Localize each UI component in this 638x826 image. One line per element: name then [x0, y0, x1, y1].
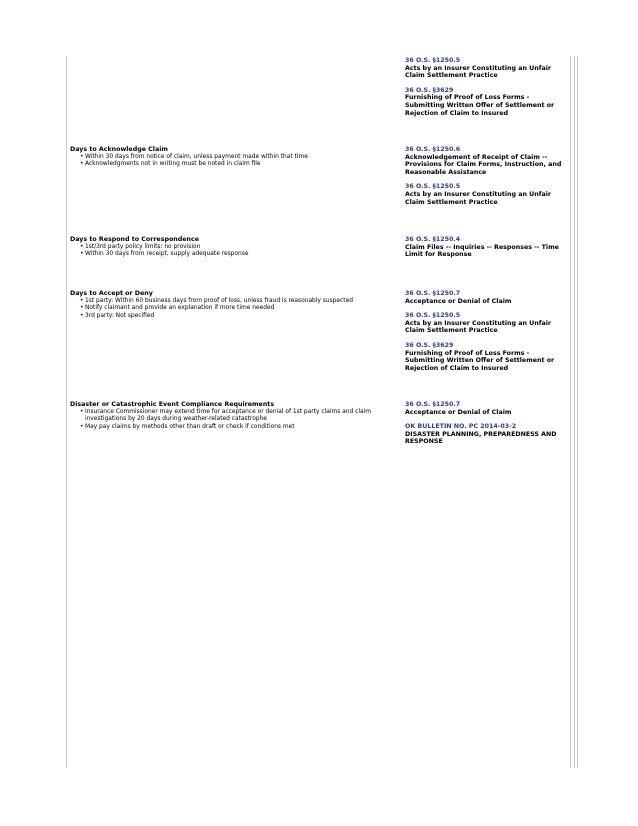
requirement-row — [70, 290, 568, 380]
bullet-item: • 1st party: Within 60 business days from proof of loss, unless fraud is reasonably suspected — [80, 298, 396, 305]
requirement-description — [70, 290, 396, 320]
bullet-item: • Within 30 days from notice of claim, unless payment made within that time — [80, 154, 396, 161]
citation-item — [405, 423, 567, 446]
citation-title: Furnishing of Proof of Loss Forms - Submitting Written Offer of Settlement or Rejection of Claim to Insured — [405, 94, 555, 117]
citation-item — [405, 236, 567, 259]
requirement-description — [70, 236, 396, 259]
citation-code-link[interactable]: OK BULLETIN NO. PC 2014-03-2 — [405, 423, 517, 431]
citation-code-link[interactable]: 36 O.S. §1250.6 — [405, 146, 461, 153]
citation-title: Acts by an Insurer Constituting an Unfair Claim Settlement Practice — [405, 319, 551, 335]
citation-code-link[interactable]: 36 O.S. §1250.7 — [405, 290, 461, 297]
bullet-item: • May pay claims by methods other than draft or check if conditions met — [80, 424, 396, 431]
requirement-heading: Days to Acknowledge Claim — [70, 146, 168, 153]
citation-title: Acceptance or Denial of Claim — [405, 408, 512, 416]
citation-title: Acceptance or Denial of Claim — [405, 297, 512, 305]
citation-item — [405, 146, 567, 176]
scrollbar-track-line-left — [574, 56, 575, 768]
citation-title: Acts by an Insurer Constituting an Unfair Claim Settlement Practice — [405, 64, 551, 80]
citation-item — [405, 342, 567, 372]
citation-code-link[interactable]: 36 O.S. §1250.5 — [405, 183, 461, 191]
requirement-row — [70, 401, 568, 451]
citation-item — [405, 290, 567, 305]
requirement-bullets — [70, 298, 396, 320]
scrollbar-track-line-right — [577, 56, 578, 768]
bullet-item: • Notify claimant and provide an explanation if more time needed — [80, 305, 396, 312]
citation-list — [405, 401, 567, 453]
citation-item — [405, 401, 567, 416]
citation-code-link[interactable]: 36 O.S. §1250.4 — [405, 236, 461, 243]
requirement-bullets — [70, 154, 396, 169]
requirement-row — [70, 146, 568, 216]
citation-list — [405, 290, 567, 379]
requirement-heading: Disaster or Catastrophic Event Compliance Requirements — [70, 401, 275, 408]
citation-list — [405, 146, 567, 213]
requirement-bullets — [70, 409, 396, 431]
bullet-item: • Insurance Commissioner may extend time for acceptance or denial of 1st party claims and claim investigations by 20 days during weather-related catastrophe — [80, 409, 396, 424]
citation-code-link[interactable]: 36 O.S. §3629 — [405, 86, 454, 94]
citation-title: Acknowledgement of Receipt of Claim -- Provisions for Claim Forms, Instruction, and Reasonable Assistance — [405, 153, 562, 176]
requirement-bullets — [70, 244, 396, 259]
citation-code-link[interactable]: 36 O.S. §1250.7 — [405, 401, 461, 408]
citation-title: Furnishing of Proof of Loss Forms - Submitting Written Offer of Settlement or Rejection of Claim to Insured — [405, 349, 555, 372]
bullet-item: • Acknowledgments not in writing must be noted in claim file — [80, 161, 396, 168]
requirement-heading: Days to Accept or Deny — [70, 290, 153, 297]
bullet-item: • 1st/3rd party policy limits: no provision — [80, 244, 396, 251]
requirement-description — [70, 401, 396, 431]
citation-code-link[interactable]: 36 O.S. §1250.5 — [405, 57, 461, 64]
right-border-line — [570, 56, 571, 768]
citation-item — [405, 57, 567, 80]
citation-list — [405, 57, 567, 124]
left-border-line — [66, 56, 67, 768]
citation-item — [405, 312, 567, 335]
citation-title: Claim Files -- Inquiries -- Responses -- Time Limit for Response — [405, 243, 559, 259]
citation-list — [405, 236, 567, 266]
requirement-heading: Days to Respond to Correspondence — [70, 236, 200, 243]
bullet-item: • Within 30 days from receipt, supply adequate response — [80, 251, 396, 258]
bullet-item: • 3rd party: Not specified — [80, 313, 396, 320]
requirement-description — [70, 146, 396, 169]
citation-code-link[interactable]: 36 O.S. §1250.5 — [405, 312, 461, 320]
citation-title: DISASTER PLANNING, PREPAREDNESS AND RESPONSE — [405, 430, 557, 446]
citation-item — [405, 183, 567, 206]
requirement-row — [70, 57, 568, 117]
citation-code-link[interactable]: 36 O.S. §3629 — [405, 341, 454, 349]
citation-item — [405, 87, 567, 117]
citation-title: Acts by an Insurer Constituting an Unfair Claim Settlement Practice — [405, 190, 551, 206]
requirement-row — [70, 236, 568, 266]
